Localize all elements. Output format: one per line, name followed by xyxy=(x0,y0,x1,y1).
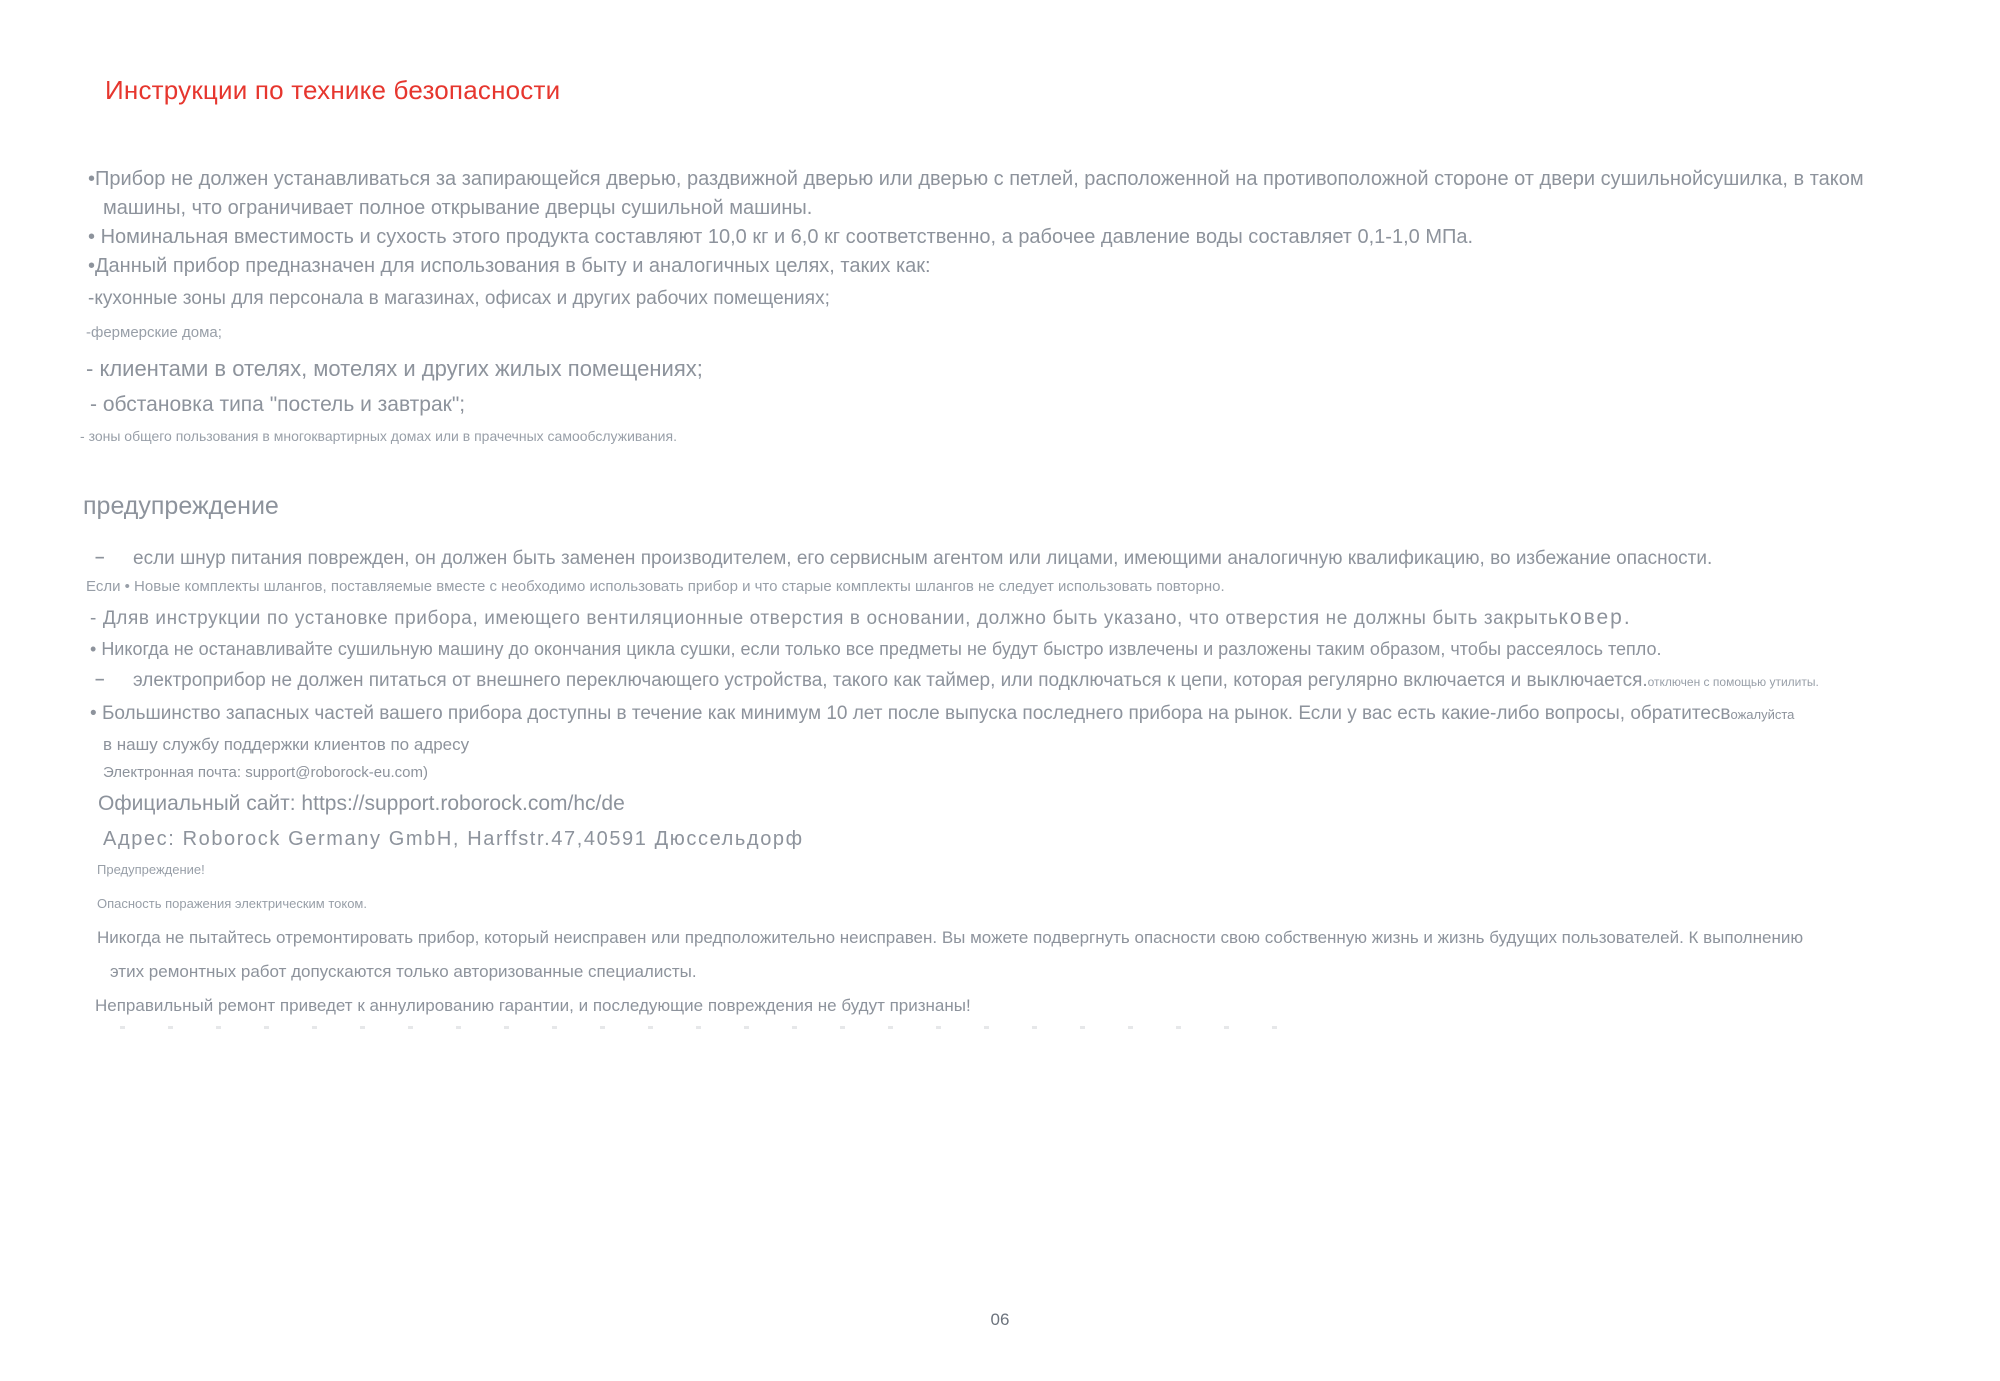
safety-sub-item-5: - зоны общего пользования в многоквартирных домах или в прачечных самообслуживания. xyxy=(80,428,677,444)
safety-bullet-1-line-1: •Прибор не должен устанавливаться за запирающейся дверью, раздвижной дверью или дверью с петлей, расположенной на противоположной стороне от двери сушильнойсушилка, в таком xyxy=(88,168,1864,190)
safety-bullet-2: • Номинальная вместимость и сухость этого продукта составляют 10,0 кг и 6,0 кг соответственно, а рабочее давление воды составляет 0,1-1,0 МПа. xyxy=(88,226,1474,248)
caution-title: Предупреждение! xyxy=(97,862,205,877)
safety-bullet-1-line-2: машины, что ограничивает полное открывание дверцы сушильной машины. xyxy=(103,197,813,219)
dash-icon: - xyxy=(86,356,100,381)
page-number: 06 xyxy=(990,1310,1010,1329)
dash-icon: – xyxy=(95,547,105,566)
dash-icon: - xyxy=(90,393,103,416)
warning-item-5-suffix: отключен с помощью утилиты. xyxy=(1647,675,1819,689)
warning-item-3-suffix: ковер. xyxy=(1558,606,1632,629)
dash-icon: - xyxy=(88,288,95,309)
dash-icon: - xyxy=(86,324,91,341)
warning-item-1: – если шнур питания поврежден, он должен быть заменен производителем, его сервисным агентом или лицами, имеющими аналогичную квалификацию, во избежание опасности. xyxy=(95,547,1713,569)
bullet-icon: • xyxy=(90,639,102,659)
dash-icon: – xyxy=(95,669,105,688)
contact-address: Адрес: Roborock Germany GmbH, Harffstr.47,40591 Дюссельдорф xyxy=(103,828,804,850)
warning-item-6: • Большинство запасных частей вашего прибора доступны в течение как минимум 10 лет после выпуска последнего прибора на рынок. Если у вас есть какие-либо вопросы, обратитесвожалуйста xyxy=(90,703,1795,724)
warning-heading: предупреждение xyxy=(83,492,279,520)
warning-item-7: в нашу службу поддержки клиентов по адресу xyxy=(103,735,470,754)
page-title: Инструкции по технике безопасности xyxy=(105,75,561,105)
warning-item-4: • Никогда не останавливайте сушильную машину до окончания цикла сушки, если только все предметы не будут быстро извлечены и разложены таким образом, чтобы рассеялось тепло. xyxy=(90,639,1662,659)
warning-item-2: Если • Новые комплекты шлангов, поставляемые вместе с необходимо использовать прибор и что старые комплекты шлангов не следует использовать повторно. xyxy=(86,578,1225,595)
safety-sub-item-2: -фермерские дома; xyxy=(86,324,222,341)
caution-line-2: этих ремонтных работ допускаются только авторизованные специалисты. xyxy=(110,962,697,981)
faded-print-artifact xyxy=(120,1026,1300,1029)
bullet-icon: • xyxy=(88,168,96,190)
safety-sub-item-4: - обстановка типа "постель и завтрак"; xyxy=(90,393,466,416)
warning-item-6-suffix: ожалуйста xyxy=(1730,707,1795,722)
caution-line-3: Неправильный ремонт приведет к аннулированию гарантии, и последующие повреждения не будут признаны! xyxy=(95,996,971,1015)
bullet-icon: • xyxy=(90,703,102,724)
caution-line-1: Никогда не пытайтесь отремонтировать прибор, который неисправен или предположительно неисправен. Вы можете подвергнуть опасности свою собственную жизнь и жизнь будущих пользователей. К выполнению xyxy=(97,928,1804,947)
caution-risk: Опасность поражения электрическим током. xyxy=(97,896,367,911)
safety-sub-item-1: -кухонные зоны для персонала в магазинах, офисах и других рабочих помещениях; xyxy=(88,288,830,309)
warning-item-3: - Дляв инструкции по установке прибора, имеющего вентиляционные отверстия в основании, должно быть указано, что отверстия не должны быть закрытьковер. xyxy=(90,606,1632,629)
dash-icon: - xyxy=(90,608,103,629)
warning-item-5: – электроприбор не должен питаться от внешнего переключающего устройства, такого как таймер, или подключаться к цепи, которая регулярно включается и выключается.отключен с помощью утилиты. xyxy=(95,669,1819,691)
safety-sub-item-3: - клиентами в отелях, мотелях и других жилых помещениях; xyxy=(86,356,703,381)
bullet-icon: • xyxy=(88,255,96,277)
bullet-icon: • xyxy=(88,226,96,248)
contact-website: Официальный сайт: https://support.roborock.com/hc/de xyxy=(98,792,625,815)
dash-icon: - xyxy=(80,428,89,444)
safety-bullet-3: •Данный прибор предназначен для использования в быту и аналогичных целях, таких как: xyxy=(88,255,931,277)
contact-email: Электронная почта: support@roborock-eu.com) xyxy=(103,764,428,781)
